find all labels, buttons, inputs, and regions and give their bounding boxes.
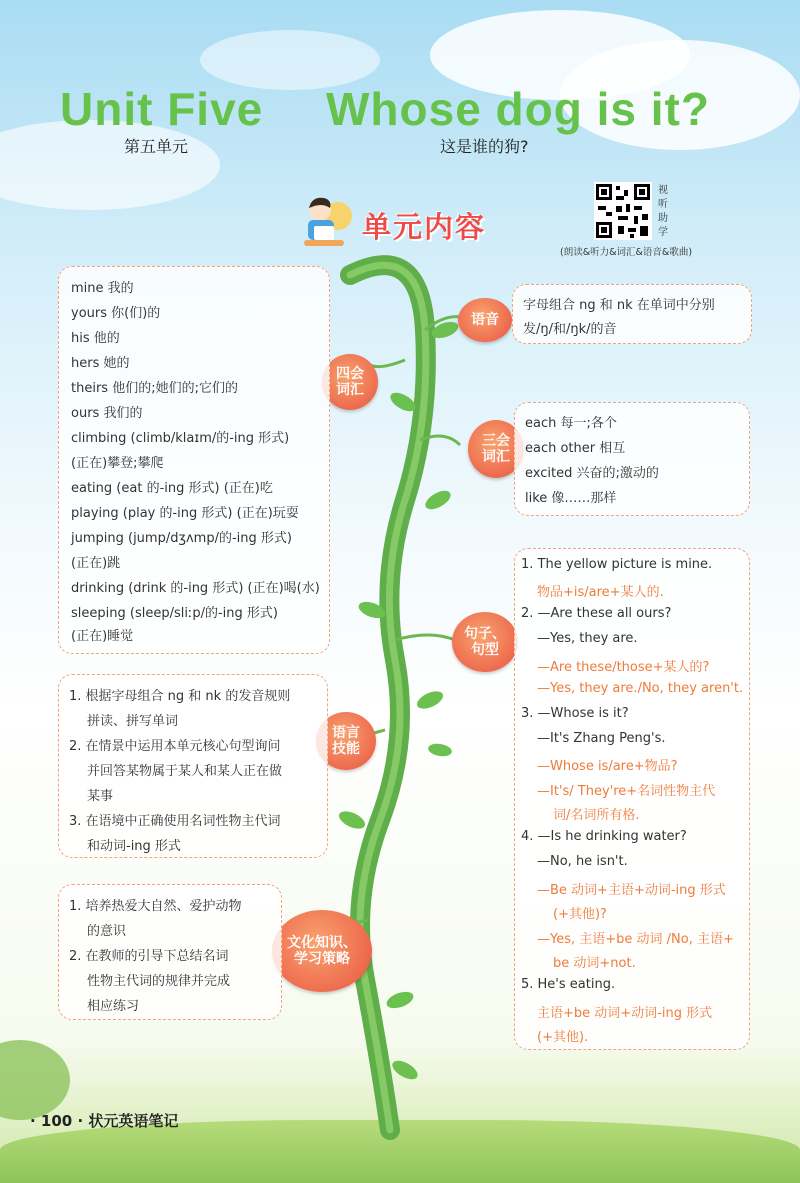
pattern-line: 物品+is/are+某人的. [537, 585, 664, 600]
skill-line: 某事 [87, 789, 114, 804]
sentence-line: 1. The yellow picture is mine. [521, 557, 713, 572]
word-line: (正在)跳 [71, 556, 121, 571]
qr-side-text: 视听助学 [658, 185, 668, 238]
word-line: eating (eat 的-ing 形式) (正在)吃 [71, 481, 273, 496]
sentence-line: 3. —Whose is it? [521, 706, 629, 721]
sentence-line: —No, he isn't. [537, 854, 628, 869]
culture-strategy-label: 文化知识、学习策略 [287, 935, 357, 967]
word-line: hers 她的 [71, 356, 130, 371]
phonics-box [512, 284, 752, 344]
four-skill-words-box [58, 266, 330, 654]
section-title: 单元内容 [362, 210, 487, 244]
culture-strategy-flower [272, 910, 372, 992]
unit-title: Unit Five [60, 83, 264, 135]
pattern-line: 主语+be 动词+动词-ing 形式 [537, 1006, 713, 1021]
phonics-flower: 语音 [458, 298, 512, 342]
page-number: · 100 · [30, 1112, 84, 1130]
page-footer [30, 1110, 178, 1131]
skill-line: 2. 在情景中运用本单元核心句型询问 [69, 739, 281, 754]
sentence-line: 2. —Are these all ours? [521, 606, 672, 621]
unit-subtitle: 第五单元 [124, 137, 189, 156]
culture-line: 1. 培养热爱大自然、爱护动物 [69, 899, 242, 914]
pattern-line: —Yes, 主语+be 动词 /No, 主语+ [537, 932, 734, 947]
word-line: yours 你(们)的 [71, 306, 161, 321]
culture-line: 2. 在教师的引导下总结名词 [69, 949, 229, 964]
word-line: playing (play 的-ing 形式) (正在)玩耍 [71, 506, 299, 521]
word-line: mine 我的 [71, 281, 134, 296]
three-skill-words-box [514, 402, 750, 516]
sentences-label: 句子、句型 [464, 626, 506, 658]
culture-strategy-box [58, 884, 282, 1020]
text-line: 发/ŋ/和/ŋk/的音 [523, 322, 617, 337]
text-line: 字母组合 ng 和 nk 在单词中分别 [523, 298, 715, 313]
pattern-line: —It's/ They're+名词性物主代 [537, 784, 716, 799]
word-line: his 他的 [71, 331, 120, 346]
word-line: jumping (jump/dʒʌmp/的-ing 形式) [71, 531, 292, 546]
skill-line: 3. 在语境中正确使用名词性物主代词 [69, 814, 281, 829]
word-line: sleeping (sleep/sliːp/的-ing 形式) [71, 606, 278, 621]
word-line: each 每一;各个 [525, 416, 617, 431]
pattern-line: —Whose is/are+物品? [537, 759, 678, 774]
question-subtitle: 这是谁的狗? [440, 137, 529, 156]
word-line: theirs 他们的;她们的;它们的 [71, 381, 238, 396]
sentence-line: —It's Zhang Peng's. [537, 731, 666, 746]
language-skills-label: 语言技能 [332, 725, 360, 757]
unit-question-title: Whose dog is it? [326, 83, 710, 135]
pattern-line: (+其他). [537, 1030, 589, 1045]
sentence-line: 5. He's eating. [521, 977, 616, 992]
culture-line: 相应练习 [87, 999, 140, 1014]
four-skill-words-flower [322, 354, 378, 410]
word-line: climbing (climb/klaɪm/的-ing 形式) [71, 431, 290, 446]
skill-line: 并回答某物属于某人和某人正在做 [87, 764, 283, 779]
sentence-patterns-box [514, 548, 750, 1050]
word-line: ours 我们的 [71, 406, 143, 421]
word-line: drinking (drink 的-ing 形式) (正在)喝(水) [71, 581, 320, 596]
pattern-line: be 动词+not. [553, 956, 636, 971]
four-skill-words-label: 四会词汇 [336, 366, 364, 398]
word-line: each other 相互 [525, 441, 626, 456]
pattern-line: —Yes, they are./No, they aren't. [537, 681, 744, 696]
word-line: (正在)睡觉 [71, 629, 134, 644]
word-line: excited 兴奋的;激动的 [525, 466, 659, 481]
three-skill-words-label: 三会词汇 [482, 433, 510, 465]
pattern-line: —Are these/those+某人的? [537, 660, 710, 675]
skill-line: 拼读、拼写单词 [87, 714, 179, 729]
language-skills-box [58, 674, 328, 858]
skill-line: 和动词-ing 形式 [87, 839, 181, 854]
culture-line: 性物主代词的规律并完成 [87, 974, 231, 989]
word-line: like 像……那样 [525, 491, 617, 506]
qr-caption: (朗读&听力&词汇&语音&歌曲) [560, 247, 693, 258]
sentence-line: —Yes, they are. [537, 631, 638, 646]
pattern-line: —Be 动词+主语+动词-ing 形式 [537, 883, 726, 898]
culture-line: 的意识 [87, 924, 127, 939]
sentence-line: 4. —Is he drinking water? [521, 829, 687, 844]
skill-line: 1. 根据字母组合 ng 和 nk 的发音规则 [69, 689, 291, 704]
pattern-line: 词/名词所有格. [553, 808, 640, 823]
sentences-flower [452, 612, 518, 672]
word-line: (正在)攀登;攀爬 [71, 456, 164, 471]
book-name: 状元英语笔记 [88, 1112, 179, 1130]
pattern-line: (+其他)? [553, 907, 607, 922]
